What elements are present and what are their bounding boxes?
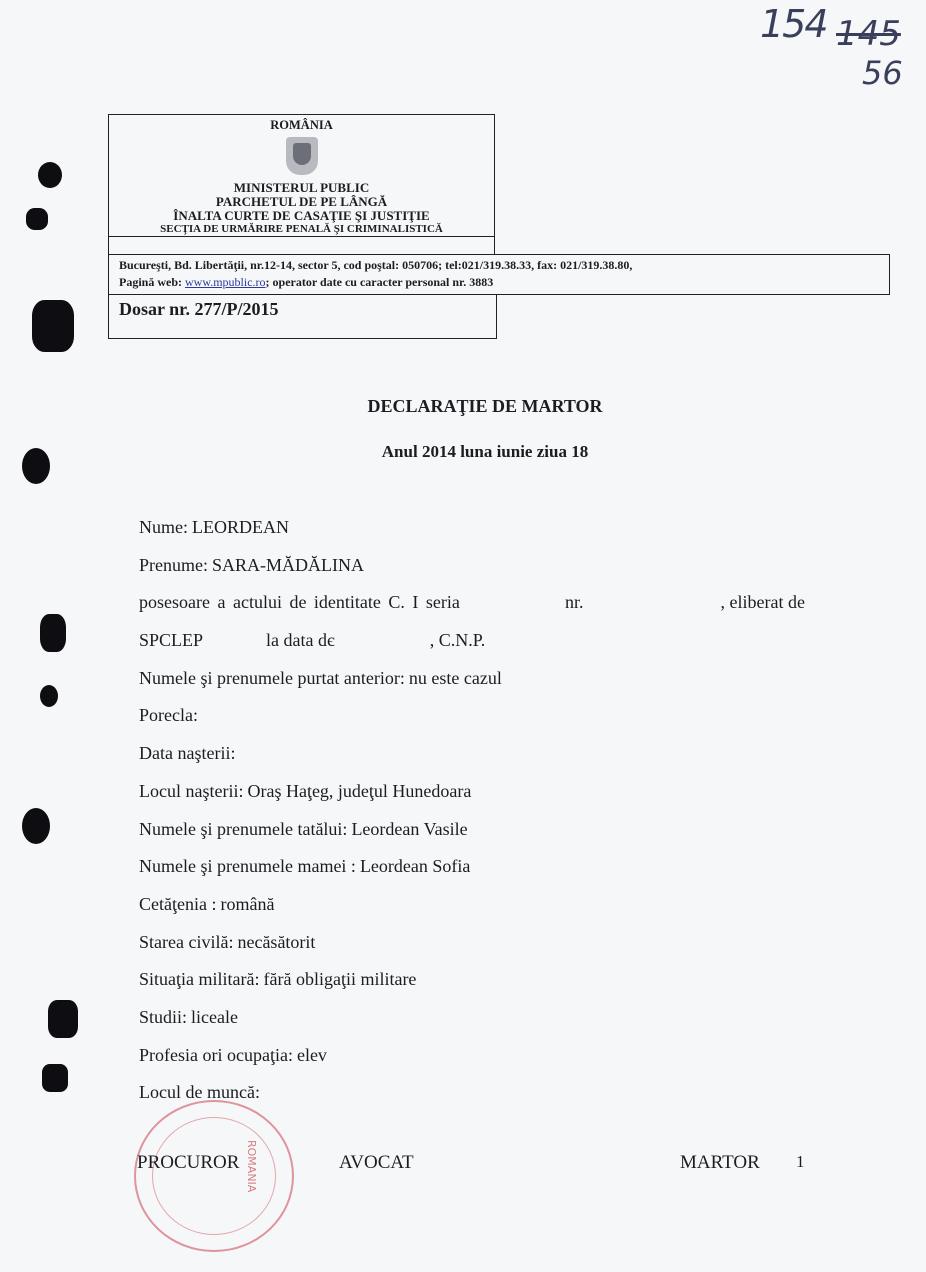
field-locul-nasterii: [139, 778, 819, 816]
field-label: posesoare a actului de identitate C. I seria: [139, 592, 460, 613]
country-name: ROMÂNIA: [270, 118, 333, 132]
address-block: [108, 254, 890, 295]
stamp-text: ROMANIA: [245, 1140, 258, 1193]
field-identity: [139, 589, 805, 627]
field-label: nr.: [564, 592, 584, 613]
field-value: SARA-MĂDĂLINA: [212, 554, 364, 575]
field-issuer: [139, 627, 819, 665]
field-tata: [139, 816, 819, 854]
institution-section: SECŢIA DE URMĂRIRE PENALĂ ŞI CRIMINALISTICĂ: [109, 223, 494, 237]
punch-hole: [38, 162, 62, 188]
punch-hole: [22, 808, 50, 844]
field-label: Numele şi prenumele purtat anterior:: [139, 667, 405, 688]
institution-header: [108, 114, 495, 254]
punch-hole: [48, 1000, 78, 1038]
field-label: Prenume:: [139, 554, 208, 575]
field-label: Nume:: [139, 517, 188, 537]
field-value: Leordean Vasile: [351, 818, 468, 839]
field-nume: [139, 514, 819, 552]
institution-line: ÎNALTA CURTE DE CASAŢIE ŞI JUSTIŢIE: [173, 208, 430, 223]
field-prenume: [139, 552, 819, 590]
field-value: LEORDEAN: [192, 517, 289, 537]
field-label: , C.N.P.: [429, 630, 486, 651]
field-situatia-militara: [139, 966, 819, 1004]
institution-line: MINISTERUL PUBLIC: [233, 180, 370, 195]
field-value: Leordean Sofia: [359, 856, 471, 877]
signature-martor: MARTOR: [680, 1152, 760, 1173]
field-value: liceale: [191, 1006, 238, 1027]
field-label: Locul naşterii:: [139, 780, 244, 801]
page-mark: 1: [796, 1152, 805, 1171]
institution-line: PARCHETUL DE PE LÂNGĂ: [215, 194, 388, 209]
handwritten-number: 56: [862, 54, 903, 92]
punch-hole: [40, 685, 58, 707]
field-label: Studii:: [139, 1006, 188, 1027]
coat-of-arms-icon: [286, 137, 318, 175]
field-value: Oraş Haţeg, judeţul Hunedoara: [247, 780, 472, 801]
field-value: nu este cazul: [408, 667, 502, 688]
web-tail: ; operator date cu caracter personal nr. 3883: [265, 275, 494, 289]
field-label: Locul de muncă:: [139, 1082, 260, 1103]
field-label: Profesia ori ocupaţia:: [139, 1044, 293, 1065]
document-date: Anul 2014 luna iunie ziua 18: [381, 442, 589, 461]
field-label: Cetăţenia :: [139, 893, 217, 914]
punch-hole: [32, 300, 74, 352]
signature-avocat: AVOCAT: [339, 1152, 414, 1173]
field-label: , eliberat de: [720, 592, 805, 613]
field-cetatenia: [139, 891, 819, 929]
field-value: elev: [296, 1044, 327, 1065]
field-label: Porecla:: [139, 705, 198, 726]
handwritten-number-crossed: 145: [836, 14, 901, 54]
handwritten-number: 154: [760, 2, 827, 46]
field-label: Data naşterii:: [139, 743, 236, 764]
field-nume-anterior: [139, 665, 819, 703]
field-label: SPCLEP: [139, 630, 204, 651]
punch-hole: [40, 614, 66, 652]
field-label: Numele şi prenumele mamei :: [139, 856, 356, 877]
field-mama: [139, 853, 819, 891]
field-studii: [139, 1004, 819, 1042]
field-label: Starea civilă:: [139, 931, 234, 952]
field-data-nasterii: [139, 740, 819, 778]
witness-fields: [139, 514, 819, 1117]
document-title: DECLARAŢIE DE MARTOR: [367, 396, 603, 416]
web-label: Pagină web:: [119, 275, 185, 289]
field-value: română: [220, 893, 275, 914]
official-stamp: [134, 1100, 294, 1252]
field-profesia: [139, 1042, 819, 1080]
field-value: necăsătorit: [237, 931, 316, 952]
field-porecla: [139, 702, 819, 740]
field-stare-civila: [139, 929, 819, 967]
web-link[interactable]: www.mpublic.ro: [185, 275, 266, 289]
punch-hole: [42, 1064, 68, 1092]
address-line: Bucureşti, Bd. Libertăţii, nr.12-14, sector 5, cod poştal: 050706; tel:021/319.38.33, fax: 021/319.38.80,: [119, 258, 633, 272]
web-line: [119, 274, 889, 291]
punch-hole: [26, 208, 48, 230]
field-label: Situaţia militară:: [139, 969, 260, 990]
signature-procuror: PROCUROR: [137, 1152, 240, 1173]
field-value: fără obligaţii militare: [263, 969, 417, 990]
case-number: Dosar nr. 277/P/2015: [108, 295, 497, 339]
field-label: Numele şi prenumele tatălui:: [139, 818, 348, 839]
field-label: la data dє: [266, 630, 335, 651]
